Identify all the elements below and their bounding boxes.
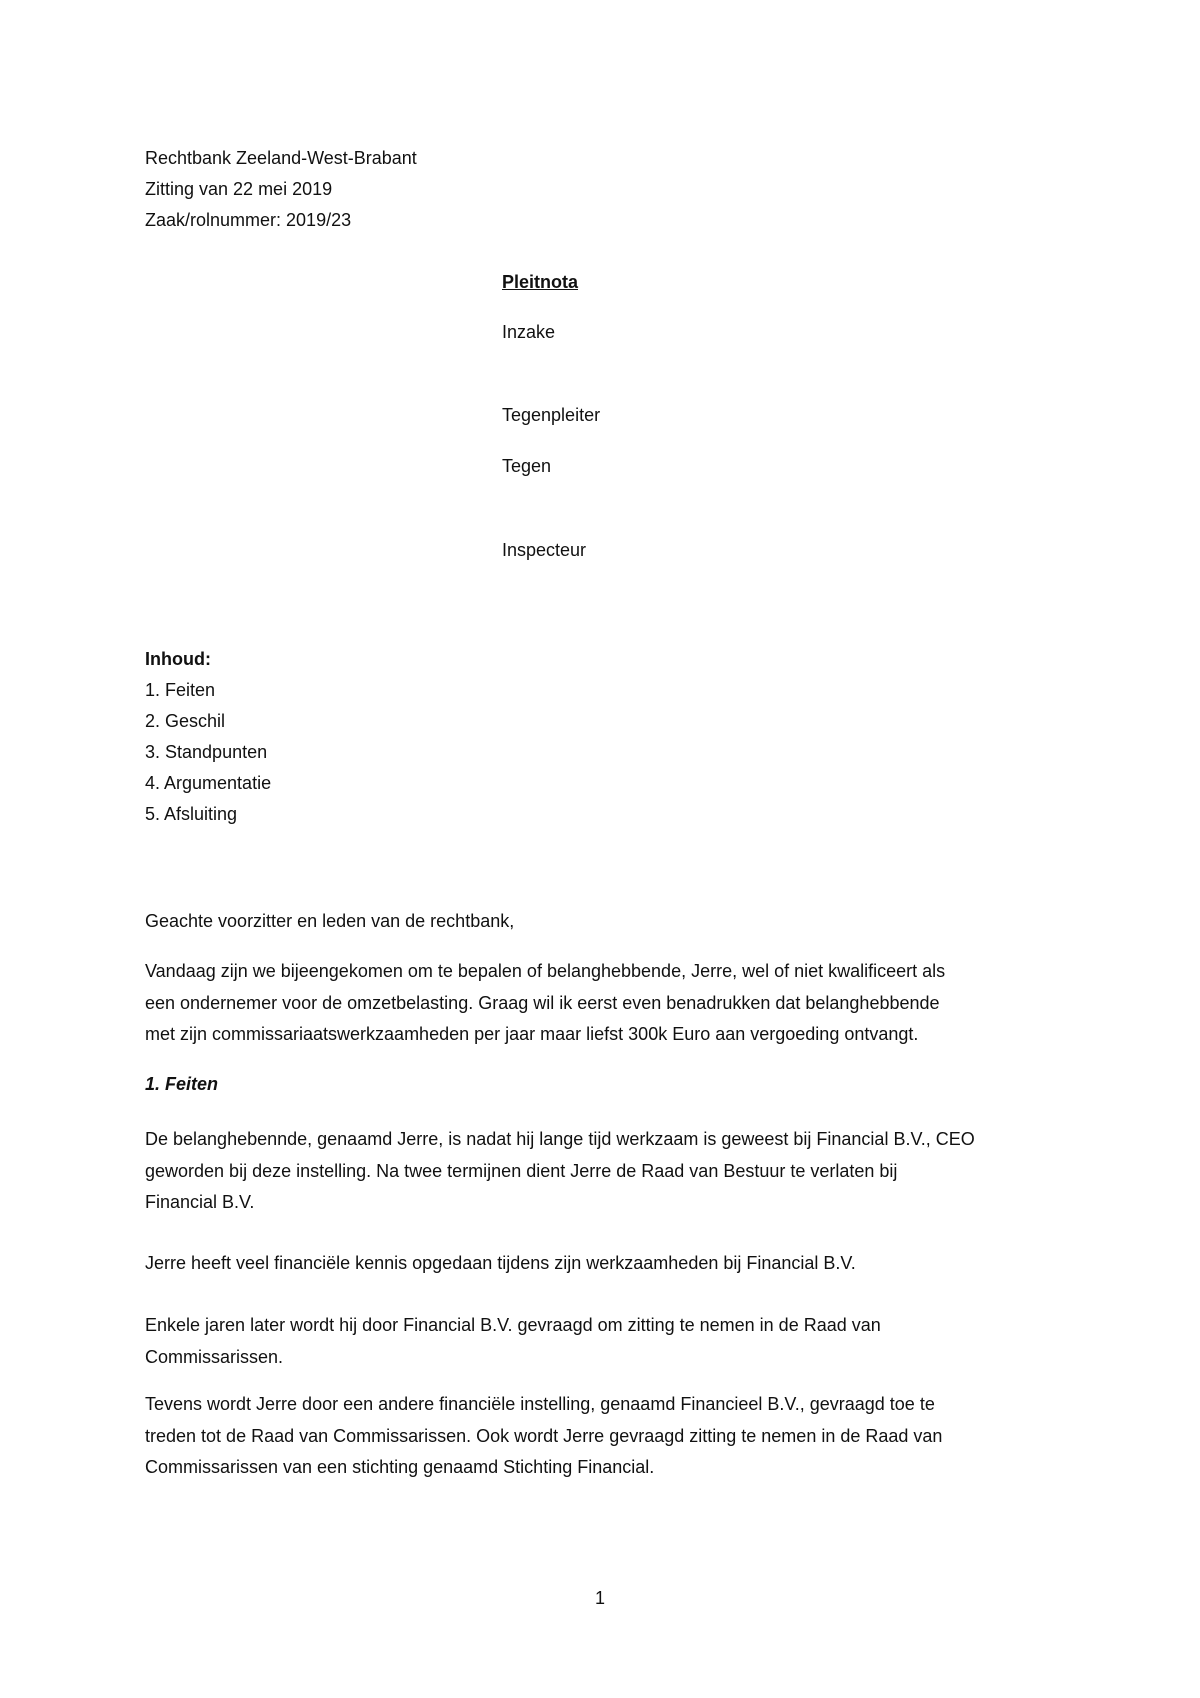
paragraph-line: met zijn commissariaatswerkzaamheden per jaar maar liefst 300k Euro aan vergoeding ontvangt. [145, 1024, 919, 1044]
paragraph-line: Vandaag zijn we bijeengekomen om te bepalen of belanghebbende, Jerre, wel of niet kwalificeert als [145, 961, 946, 981]
tegen-label: Tegen [502, 456, 552, 476]
toc-item: 1. Feiten [145, 680, 216, 700]
paragraph-line: treden tot de Raad van Commissarissen. Ook wordt Jerre gevraagd zitting te nemen in de Raad van [145, 1425, 943, 1446]
paragraph-line: Financial B.V. [145, 1192, 255, 1212]
facts-paragraph-1 [145, 1124, 1065, 1219]
session-date: Zitting van 22 mei 2019 [145, 179, 333, 199]
facts-paragraph-2 [145, 1248, 1065, 1280]
salutation: Geachte voorzitter en leden van de rechtbank, [145, 911, 515, 931]
paragraph-line: Enkele jaren later wordt hij door Financial B.V. gevraagd om zitting te nemen in de Raad van [145, 1315, 881, 1335]
inzake-label: Inzake [502, 322, 556, 342]
inspecteur-label: Inspecteur [502, 540, 587, 560]
document-title: Pleitnota [502, 272, 579, 292]
paragraph-line: Commissarissen. [145, 1346, 284, 1367]
intro-paragraph [145, 956, 1065, 1051]
tegenpleiter-label: Tegenpleiter [502, 405, 601, 425]
facts-paragraph-4 [145, 1389, 1065, 1484]
toc-heading: Inhoud: [145, 649, 211, 669]
paragraph-line: een ondernemer voor de omzetbelasting. Graag wil ik eerst even benadrukken dat belanghebbende [145, 992, 940, 1013]
court-name: Rechtbank Zeeland-West-Brabant [145, 148, 417, 168]
paragraph-line: Tevens wordt Jerre door een andere financiële instelling, genaamd Financieel B.V., gevraagd toe te [145, 1394, 935, 1414]
paragraph-line: Commissarissen van een stichting genaamd Stichting Financial. [145, 1457, 655, 1477]
toc-item: 4. Argumentatie [145, 773, 272, 793]
toc-item: 3. Standpunten [145, 742, 268, 762]
paragraph-line: De belanghebennde, genaamd Jerre, is nadat hij lange tijd werkzaam is geweest bij Financial B.V., CEO [145, 1129, 975, 1149]
toc-item: 2. Geschil [145, 711, 226, 731]
page-number: 1 [594, 1588, 605, 1608]
toc-item: 5. Afsluiting [145, 804, 238, 824]
paragraph-line: geworden bij deze instelling. Na twee termijnen dient Jerre de Raad van Bestuur te verlaten bij [145, 1160, 898, 1181]
section-heading-feiten: 1. Feiten [145, 1074, 219, 1094]
case-number: Zaak/rolnummer: 2019/23 [145, 210, 352, 230]
facts-paragraph-3 [145, 1310, 1065, 1373]
paragraph-line: Jerre heeft veel financiële kennis opgedaan tijdens zijn werkzaamheden bij Financial B.V. [145, 1253, 856, 1273]
